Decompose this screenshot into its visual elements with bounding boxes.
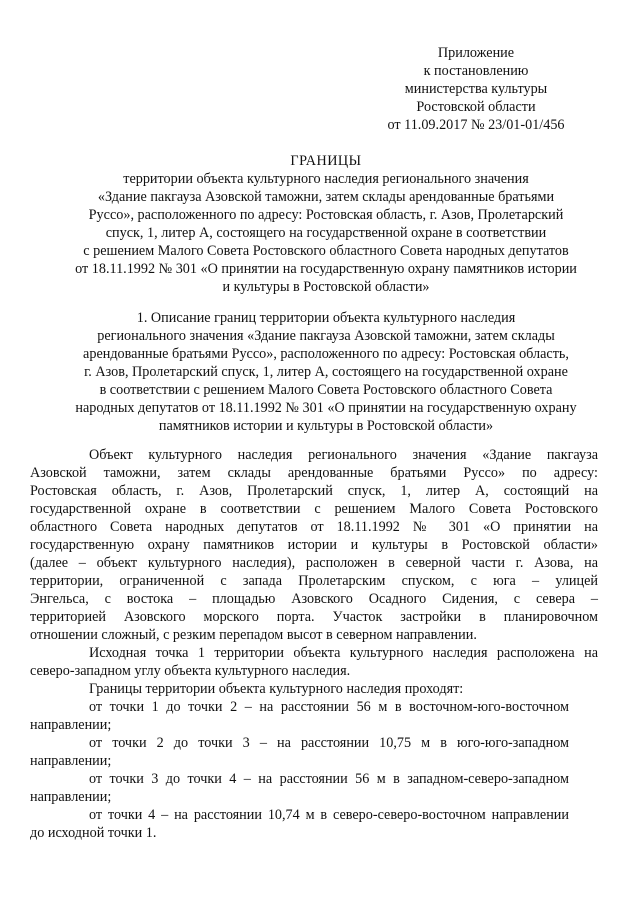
paragraph-boundary-segment [30,770,598,806]
body-line: государственную охрану памятников истории и культуры в Ростовской области» [30,537,598,553]
body-line: государственной охране в соответствии с решением Малого Совета Ростовского [30,501,598,517]
paragraph-object-description [30,446,598,644]
paragraph-boundary-segment [30,734,598,770]
body-line: до исходной точки 1. [30,825,157,841]
body-line: Исходная точка 1 территории объекта культурного наследия расположена на [89,645,598,661]
title-line: от 18.11.1992 № 301 «О принятии на государственную охрану памятников истории [75,261,577,277]
section-line: арендованные братьями Руссо», расположенного по адресу: Ростовская область, [83,346,569,362]
body-line: от точки 3 до точки 4 – на расстоянии 56 м в западном-северо-западном [89,771,569,787]
section-line: 1. Описание границ территории объекта культурного наследия [136,310,516,326]
appendix-line: Ростовской области [416,99,536,115]
body-line: от точки 2 до точки 3 – на расстоянии 10,75 м в юго-юго-западном [89,735,569,751]
body-line: Границы территории объекта культурного наследия проходят: [89,681,464,697]
body-line: от точки 4 – на расстоянии 10,74 м в северо-северо-восточном направлении [89,807,569,823]
body-line: направлении; [30,753,112,769]
section-line: памятников истории и культуры в Ростовской области» [158,418,494,434]
body-line: Объект культурного наследия регионального значения «Здание пакгауза [89,447,598,463]
paragraph-boundary-segment [30,806,598,842]
body-line: Энгельса, с востока – площадью Азовского Осадного Сидения, с севера – [30,591,598,607]
appendix-line: министерства культуры [404,81,548,97]
paragraph-start-point [30,644,598,680]
paragraph-boundaries-intro [89,680,598,698]
body-line: Ростовская область, г. Азов, Пролетарский спуск, 1, литер А, состоящий на [30,483,598,499]
section-line: г. Азов, Пролетарский спуск, 1, литер А, состоящего на государственной охране [84,364,568,380]
section-line: в соответствии с решением Малого Совета Ростовского областного Совета [99,382,553,398]
appendix-line: от 11.09.2017 № 23/01-01/456 [387,117,565,133]
body-line: (далее – объект культурного наследия), расположен в северной части г. Азова, на [30,555,598,571]
title-line: и культуры в Ростовской области» [222,279,430,295]
title-line: Руссо», расположенного по адресу: Ростовская область, г. Азов, Пролетарский [88,207,564,223]
body-line: областного Совета народных депутатов от 18.11.1992 № 301 «О принятии на [30,519,598,535]
title-heading: ГРАНИЦЫ [290,153,362,169]
body-line: направлении; [30,789,112,805]
body-line: территорией Азовского морского порта. Участок застройки в планировочном [30,609,598,625]
title-line: территории объекта культурного наследия регионального значения [123,171,529,187]
section-heading [62,309,590,435]
document-body [30,446,598,842]
appendix-line: Приложение [437,45,515,61]
section-line: народных депутатов от 18.11.1992 № 301 «О принятии на государственную охрану [75,400,577,416]
appendix-line: к постановлению [423,63,529,79]
title-line: спуск, 1, литер А, состоящего на государственной охране в соответствии [105,225,547,241]
paragraph-boundary-segment [30,698,598,734]
body-line: от точки 1 до точки 2 – на расстоянии 56 м в восточном-юго-восточном [89,699,569,715]
appendix-header [356,44,596,134]
body-line: направлении; [30,717,112,733]
title-line: с решением Малого Совета Ростовского областного Совета народных депутатов [83,243,569,259]
title-line: «Здание пакгауза Азовской таможни, затем склады арендованные братьями [97,189,555,205]
body-line: отношении сложный, с резким перепадом высот в северном направлении. [30,627,477,643]
document-title [52,152,600,296]
body-line: Азовской таможни, затем склады арендованные братьями Руссо» по адресу: [30,465,598,481]
section-line: регионального значения «Здание пакгауза Азовской таможни, затем склады [97,328,555,344]
body-line: территории, ограниченной с запада Пролетарским спуском, с юга – улицей [30,573,598,589]
body-line: северо-западном углу объекта культурного наследия. [30,663,351,679]
